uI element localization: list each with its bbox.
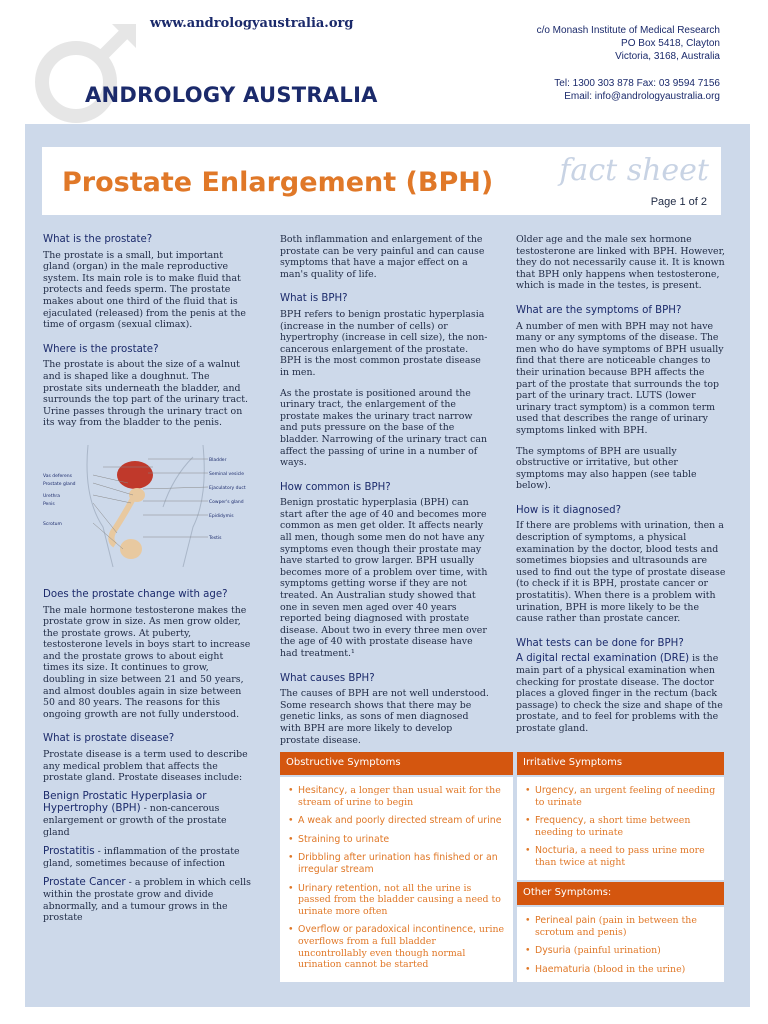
symptom-item xyxy=(523,964,718,976)
label-penis: Penis xyxy=(43,501,55,507)
definition-text: - a problem in which cells within the prostate grow and divide abnormally, and a tumour grows in the prostate xyxy=(43,877,251,924)
symptom-term: Urinary retention, xyxy=(298,882,382,894)
label-cowper: Cowper's gland xyxy=(209,499,244,505)
paragraph: The causes of BPH are not well understood. Some research shows that there may be genetic links, as sons of men diagnosed with BPH are more likely to develop prostate disease. xyxy=(280,688,489,746)
symptom-item xyxy=(523,815,718,838)
irritative-body xyxy=(517,777,724,880)
symptom-item xyxy=(286,852,507,875)
column-1 xyxy=(43,234,251,931)
symptom-desc: a need to pass urine more than twice at night xyxy=(535,845,705,868)
symptom-term: Haematuria xyxy=(535,963,591,975)
definition-term: Prostatitis xyxy=(43,845,95,858)
label-testis: Testis xyxy=(209,535,222,541)
andrology-logo-icon xyxy=(28,20,138,130)
paragraph: The prostate is about the size of a walnut and is shaped like a doughnut. The prostate sits underneath the bladder, and surrounds the top part of the urinary tract. Urine passes through the urinary tract on its way from the bladder to the penis. xyxy=(43,359,249,429)
paragraph: A number of men with BPH may not have many or any symptoms of the disease. The men who do have symptoms of BPH usually find that there are noticeable changes to their urination because BPH affects the part of the prostate that surrounds the top part of the urinary tract. LUTS (lower urinary tract symptom) is a common term used that describes the range of urinary symptoms linked with BPH. xyxy=(516,320,724,436)
symptom-term: A weak and poorly directed stream of urine xyxy=(298,815,502,827)
contact-line: PO Box 5418, Clayton xyxy=(621,38,720,49)
heading-tests: What tests can be done for BPH? xyxy=(516,637,684,649)
heading-symptoms: What are the symptoms of BPH? xyxy=(516,304,682,316)
contact-line: Email: info@andrologyaustralia.org xyxy=(564,91,720,102)
obstructive-body xyxy=(280,777,513,982)
label-scrotum: Scrotum xyxy=(43,521,62,527)
symptoms-table xyxy=(280,752,724,982)
fact-sheet-watermark: fact sheet xyxy=(559,153,709,188)
contact-block xyxy=(537,24,720,103)
paragraph: BPH refers to benign prostatic hyperplasia (increase in the number of cells) or hypertrophy (increase in cell size), the non-cancerous enlargement of the prostate. BPH is the most common prostate disease in men. xyxy=(280,308,488,378)
heading-diagnosed: How is it diagnosed? xyxy=(516,504,622,516)
org-name: ANDROLOGY AUSTRALIA xyxy=(85,83,378,107)
label-urethra: Urethra xyxy=(43,493,61,499)
anatomy-illustration xyxy=(43,437,251,567)
obstructive-list xyxy=(280,777,513,971)
obstructive-header: Obstructive Symptoms xyxy=(280,752,513,775)
symptom-item xyxy=(523,845,718,868)
symptom-desc: not all the urine is passed from the bladder causing a need to urinate more often xyxy=(298,882,501,917)
symptom-term: Dysuria xyxy=(535,945,571,957)
symptom-desc: a longer than usual wait for the stream of urine to begin xyxy=(298,785,501,808)
other-list xyxy=(517,907,724,975)
heading-prostate-age: Does the prostate change with age? xyxy=(43,588,228,600)
symptom-desc: (blood in the urine) xyxy=(590,963,686,975)
label-bladder: Bladder xyxy=(209,457,227,463)
irritative-list xyxy=(517,777,724,869)
symptom-item xyxy=(286,834,507,846)
symptom-term: Dribbling after urination has finished or an irregular stream xyxy=(298,852,498,875)
other-header: Other Symptoms: xyxy=(517,882,724,905)
heading-what-is-prostate: What is the prostate? xyxy=(43,234,153,245)
symptom-item xyxy=(286,883,507,918)
contact-line: Victoria, 3168, Australia xyxy=(615,51,720,62)
title-box xyxy=(42,147,721,215)
symptom-item xyxy=(523,945,718,957)
definition-bph xyxy=(43,790,251,838)
symptom-item xyxy=(286,815,507,827)
definition-term: Benign Prostatic Hyperplasia or Hypertrophy (BPH) xyxy=(43,789,207,815)
symptom-term: Straining to urinate xyxy=(298,833,390,845)
label-seminal: Seminal vesicle xyxy=(209,471,245,477)
heading-prostate-disease: What is prostate disease? xyxy=(43,733,175,745)
symptom-item xyxy=(286,785,507,808)
symptom-item xyxy=(523,785,718,808)
label-epididymis: Epididymis xyxy=(209,513,234,519)
column-3 xyxy=(516,234,726,748)
label-vas: Vas deferens xyxy=(43,473,72,479)
paragraph: As the prostate is positioned around the urinary tract, the enlargement of the prostate makes the urinary tract narrow and puts pressure on the base of the bladder. Narrowing of the urinary tract can affect the passing of urine in a number of ways. xyxy=(280,387,488,469)
contact-line: c/o Monash Institute of Medical Research xyxy=(536,25,720,36)
dre-term: A digital rectal examination (DRE) xyxy=(516,653,690,665)
paragraph: Both inflammation and enlargement of the prostate can be very painful and can cause symptoms that have a major effect on a man's quality of life. xyxy=(280,234,485,280)
symptom-term: Urgency, xyxy=(535,785,577,796)
symptom-desc: an urgent feeling of needing to urinate xyxy=(535,785,716,808)
heading-how-common: How common is BPH? xyxy=(280,481,391,493)
contact-line: Tel: 1300 303 878 Fax: 03 9594 7156 xyxy=(554,78,720,89)
paragraph: The symptoms of BPH are usually obstructive or irritative, but other symptoms may also happen (see table below). xyxy=(516,445,697,492)
site-url[interactable]: www.andrologyaustralia.org xyxy=(150,16,354,31)
paragraph: Prostate disease is a term used to describe any medical problem that affects the prostate gland. Prostate diseases include: xyxy=(43,749,248,784)
paragraph: The prostate is a small, but important gland (organ) in the male reproductive system. Its main role is to make fluid that protects and feeds sperm. The prostate makes about one third of the fluid that is ejaculated (released) from the penis at the time of orgasm (sexual climax). xyxy=(43,249,246,331)
symptom-term: Overflow or paradoxical incontinence, xyxy=(298,924,476,936)
symptom-item xyxy=(523,915,718,938)
definition-text: - inflammation of the prostate gland, sometimes because of infection xyxy=(43,846,240,869)
heading-where-is-prostate: Where is the prostate? xyxy=(43,343,159,355)
paragraph: Older age and the male sex hormone testosterone are linked with BPH. However, they do not necessarily cause it. It is known that BPH only happens when testosterone, which is made in the testes, is present. xyxy=(516,234,726,292)
page-title: Prostate Enlargement (BPH) xyxy=(62,167,494,198)
definition-prostatitis xyxy=(43,845,251,869)
anatomy-diagram xyxy=(43,437,251,567)
dre-text: is the main part of a physical examination when checking for prostate disease. The doctor places a gloved finger in the rectum (back passage) to check the size and shape of the prostate, and to feel for problems with the prostate gland. xyxy=(516,653,723,734)
symptom-term: Hesitancy, xyxy=(298,785,348,796)
symptom-desc: a short time between needing to urinate xyxy=(535,815,691,838)
paragraph: The male hormone testosterone makes the prostate grow in size. As men grow older, the prostate grows. At puberty, testosterone levels in boys start to increase and the prostate grows to about eight times its size. It continues to grow, doubling in size between 21 and 50 years, and almost doubles again in size between 50 and 80 years. The reasons for this ongoing growth are not fully understood. xyxy=(43,604,251,720)
paragraph: Benign prostatic hyperplasia (BPH) can start after the age of 40 and becomes more common as men get older. It affects nearly all men, though some men do not have any symptoms even though their prostate may have started to grow larger. BPH usually becomes more of a problem over time, with symptoms getting worse if they are not treated. An Australian study showed that one in seven men aged over 40 years reported being diagnosed with prostate disease. About two in every three men over the age of 40 with prostate disease have had treatment.¹ xyxy=(280,497,488,659)
symptom-term: Perineal pain xyxy=(535,915,596,926)
page-number: Page 1 of 2 xyxy=(650,196,707,208)
definition-text: - non-cancerous enlargement or growth of the prostate gland xyxy=(43,803,227,838)
paragraph xyxy=(516,653,726,734)
symptom-term: Nocturia, xyxy=(535,845,578,857)
irritative-header: Irritative Symptoms xyxy=(517,752,724,775)
paragraph: If there are problems with urination, then a description of symptoms, a physical examination by the doctor, blood tests and sometimes biopsies and ultrasounds are used to find out the type of prostate disease (to check if it is BPH, prostate cancer or prostatitis). When there is a problem with urination, BPH is more likely to be the cause rather than prostate cancer. xyxy=(516,520,726,625)
symptom-desc: (painful urination) xyxy=(570,945,661,957)
heading-what-causes: What causes BPH? xyxy=(280,672,375,684)
symptom-term: Frequency, xyxy=(535,815,587,827)
symptom-desc: (pain in between the scrotum and penis) xyxy=(535,915,697,938)
column-2 xyxy=(280,234,490,759)
definition-cancer xyxy=(43,876,251,923)
symptom-desc: urine overflows from a full bladder uncontrollably even though normal urination cannot be started xyxy=(298,924,505,971)
heading-what-is-bph: What is BPH? xyxy=(280,293,348,305)
other-body xyxy=(517,907,724,982)
label-ejaculatory: Ejaculatory duct xyxy=(209,485,246,491)
label-prostate-gland: Prostate gland xyxy=(43,481,76,487)
definition-term: Prostate Cancer xyxy=(43,876,126,889)
symptom-item xyxy=(286,924,507,970)
